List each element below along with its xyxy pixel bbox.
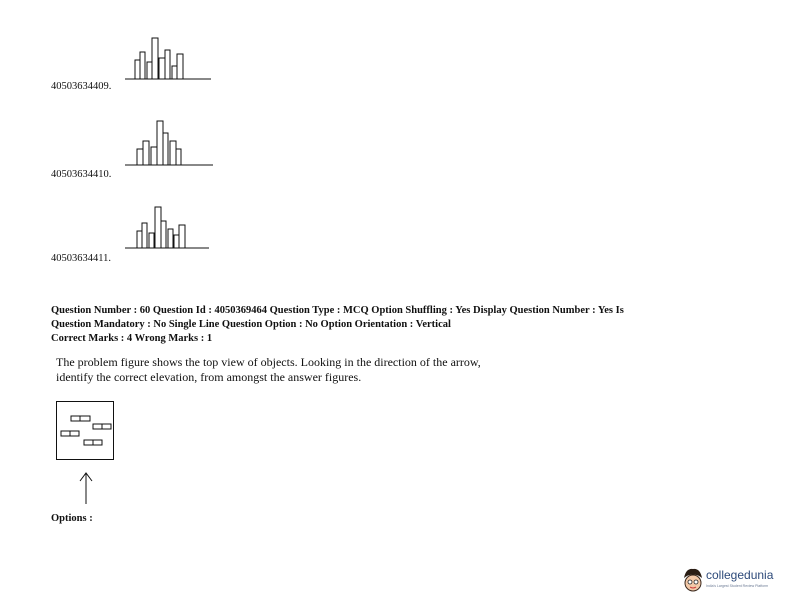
question-text [56, 355, 656, 385]
question-meta [51, 304, 751, 346]
option-id-3: 40503634411. [51, 253, 111, 264]
option-figure-2 [125, 119, 215, 167]
question-meta-line-1: Question Number : 60 Question Id : 4050369464 Question Type : MCQ Option Shuffling : Yes Display Question Number : Yes Is [51, 305, 624, 316]
options-label: Options : [51, 513, 93, 524]
question-text-line-2: identify the correct elevation, from amongst the answer figures. [56, 370, 362, 384]
question-marks: Correct Marks : 4 Wrong Marks : 1 [51, 333, 213, 344]
question-text-line-1: The problem figure shows the top view of objects. Looking in the direction of the arrow, [56, 355, 481, 369]
problem-figure [54, 400, 118, 508]
collegedunia-logo [682, 566, 786, 594]
mascot-icon [682, 566, 704, 592]
option-figure-3 [125, 203, 211, 251]
option-figure-1 [125, 34, 211, 82]
logo-tagline: India's Largest Student Review Platform [706, 584, 769, 588]
question-meta-line-2: Question Mandatory : No Single Line Question Option : No Option Orientation : Vertical [51, 319, 451, 330]
option-id-1: 40503634409. [51, 81, 112, 92]
logo-name: collegedunia [706, 568, 774, 582]
option-id-2: 40503634410. [51, 169, 112, 180]
